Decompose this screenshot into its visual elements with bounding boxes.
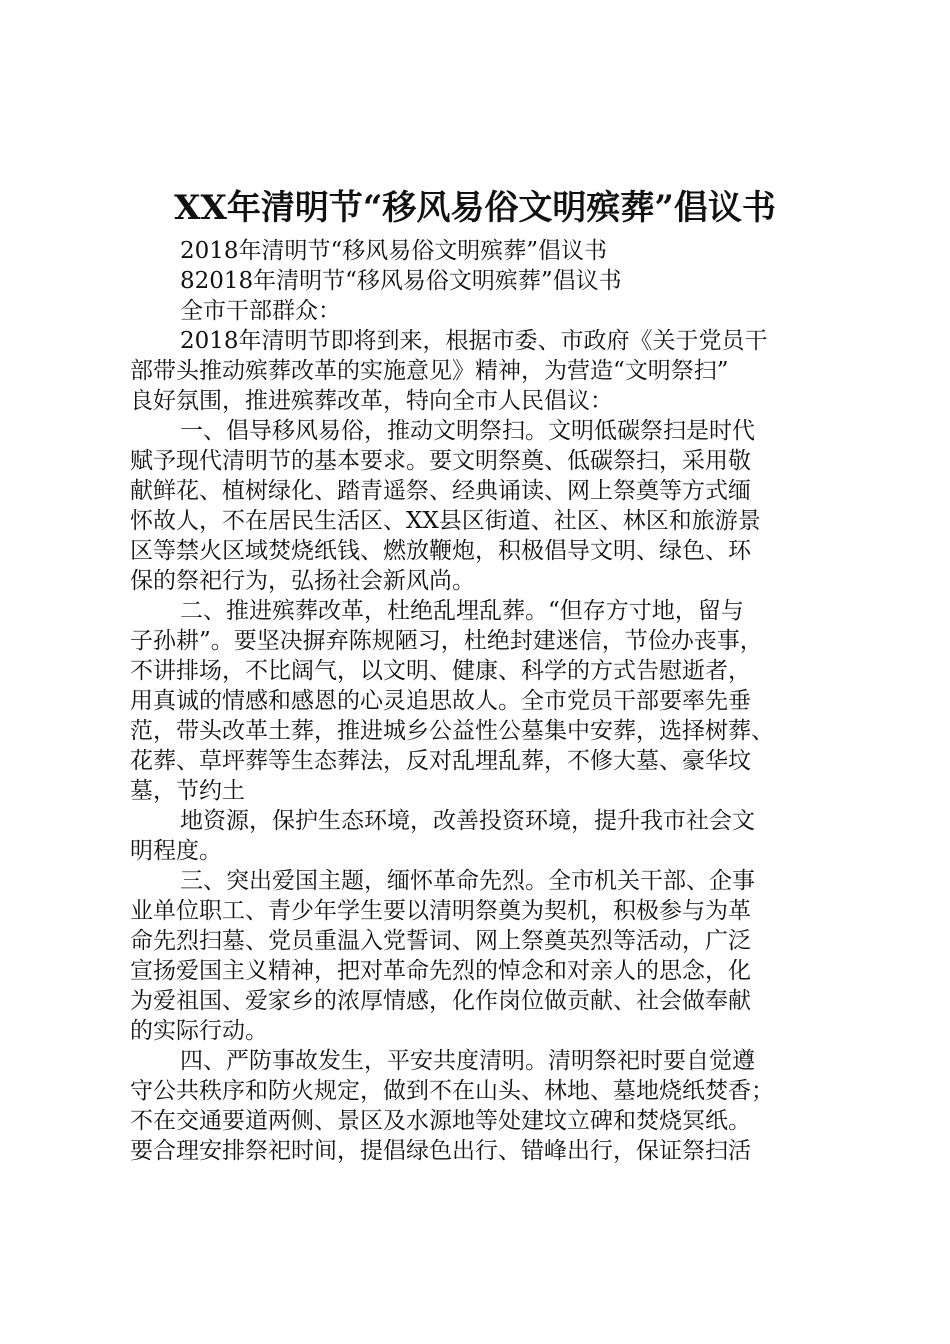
text-line: 怀故人，不在居民生活区、XX县区街道、社区、林区和旅游景 xyxy=(130,508,761,534)
document-title: XX年清明节“移风易俗文明殡葬”倡议书 xyxy=(174,188,776,228)
document-body xyxy=(130,236,830,1166)
text-line: 的实际行动。 xyxy=(130,1018,268,1044)
text-line: 业单位职工、青少年学生要以清明祭奠为契机，积极参与为革 xyxy=(130,898,751,924)
text-line: 地资源，保护生态环境，改善投资环境，提升我市社会文 xyxy=(180,808,755,834)
text-line: 82018年清明节“移风易俗文明殡葬”倡议书 xyxy=(180,268,622,294)
text-line: 范，带头改革土葬，推进城乡公益性公墓集中安葬，选择树葬、 xyxy=(130,718,774,744)
text-line: 良好氛围，推进殡葬改革，特向全市人民倡议： xyxy=(130,388,613,414)
text-line: 赋予现代清明节的基本要求。要文明祭奠、低碳祭扫，采用敬 xyxy=(130,448,751,474)
text-line: 三、突出爱国主题，缅怀革命先烈。全市机关干部、企事 xyxy=(180,868,755,894)
text-line: 明程度。 xyxy=(130,838,222,864)
text-line: 花葬、草坪葬等生态葬法，反对乱埋乱葬，不修大墓、豪华坟 xyxy=(130,748,751,774)
text-line: 区等禁火区域焚烧纸钱、燃放鞭炮，积极倡导文明、绿色、环 xyxy=(130,538,751,564)
text-line: 宣扬爱国主义精神，把对革命先烈的悼念和对亲人的思念，化 xyxy=(130,958,751,984)
text-line: 守公共秩序和防火规定，做到不在山头、林地、墓地烧纸焚香； xyxy=(130,1078,774,1104)
text-line: 墓，节约土 xyxy=(130,778,245,804)
text-line: 部带头推动殡葬改革的实施意见》精神，为营造“文明祭扫” xyxy=(130,358,729,384)
text-line: 不在交通要道两侧、景区及水源地等处建坟立碑和焚烧冥纸。 xyxy=(130,1108,751,1134)
text-line: 用真诚的情感和感恩的心灵追思故人。全市党员干部要率先垂 xyxy=(130,688,751,714)
text-line: 2018年清明节即将到来，根据市委、市政府《关于党员干 xyxy=(180,328,768,354)
text-line: 要合理安排祭祀时间，提倡绿色出行、错峰出行，保证祭扫活 xyxy=(130,1138,751,1164)
text-line: 四、严防事故发生，平安共度清明。清明祭祀时要自觉遵 xyxy=(180,1048,755,1074)
text-line: 保的祭祀行为，弘扬社会新风尚。 xyxy=(130,568,475,594)
text-line: 献鲜花、植树绿化、踏青遥祭、经典诵读、网上祭奠等方式缅 xyxy=(130,478,751,504)
text-line: 二、推进殡葬改革，杜绝乱埋乱葬。“但存方寸地，留与 xyxy=(180,598,744,624)
text-line: 一、倡导移风易俗，推动文明祭扫。文明低碳祭扫是时代 xyxy=(180,418,755,444)
text-line: 子孙耕”。要坚决摒弃陈规陋习，杜绝封建迷信，节俭办丧事， xyxy=(130,628,763,654)
text-line: 为爱祖国、爱家乡的浓厚情感，化作岗位做贡献、社会做奉献 xyxy=(130,988,751,1014)
text-line: 不讲排场，不比阔气，以文明、健康、科学的方式告慰逝者， xyxy=(130,658,751,684)
text-line: 全市干部群众： xyxy=(180,298,341,324)
text-line: 命先烈扫墓、党员重温入党誓词、网上祭奠英烈等活动，广泛 xyxy=(130,928,751,954)
text-line: 2018年清明节“移风易俗文明殡葬”倡议书 xyxy=(180,238,608,264)
